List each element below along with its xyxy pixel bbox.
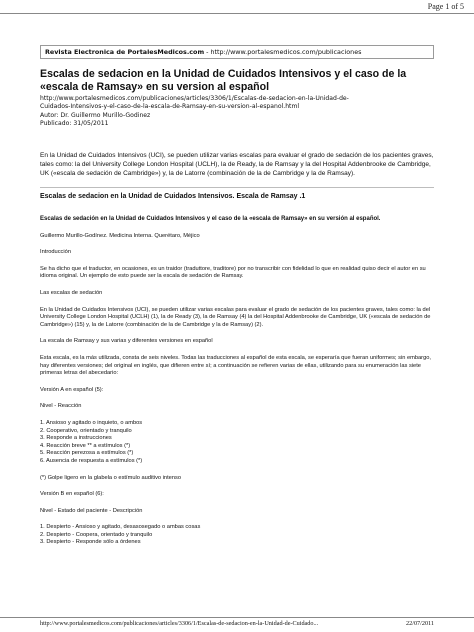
article-author: Autor: Dr. Guillermo Murillo-Godinez: [40, 111, 151, 119]
body-paragraph: Guillermo Murillo-Godínez. Medicina Interna. Querétaro, Méjico: [40, 232, 200, 239]
body-paragraph: Esta escala, es la más utilizada, consta de seis niveles. Todas las traducciones al español de esta escala, se esperaría que fueran uniformes; sin embargo, hay diferentes versiones; del original en inglés, que difieren entre sí; a continuación se refieren varias de ellas, utilizando para su enumeración las siete primeras letras del abecedario:: [40, 354, 431, 377]
body-paragraph: Introducción: [40, 249, 71, 256]
footer-date: 22/07/2011: [406, 620, 434, 627]
top-divider: [0, 13, 474, 14]
article-title: [40, 68, 434, 94]
journal-url[interactable]: http://www.portalesmedicos.com/publicaciones: [210, 48, 362, 56]
body-paragraph: En la Unidad de Cuidados Intensivos (UCI), se pueden utilizar varias escalas para evaluar el grado de sedación de los pacientes graves, tales como: la del University College London Hospital (UCLH) (1), la de Ready (3), la de Ramsay (4) la del Hospital Addenbrooke de Cambridge, UK («escala de sedación de Cambridge») (15) y, la de Latorre (combinación de la de Cambridge y la de Ramsay) (2).: [40, 306, 431, 328]
body-paragraph: 1. Ansioso y agitado o inquieto, o ambos 2. Cooperativo, orientado y tranquilo 3. Responde a instrucciones 4. Reacción breve ** a estímulos (*) 5. Reacción perezosa a estímulos (*) 6. Ausencia de respuesta a estímulos (*): [40, 419, 143, 464]
body-paragraph: La escala de Ramsay y sus varias y diferentes versiones en español: [40, 338, 213, 345]
section-article-title: Escalas de sedación en la Unidad de Cuidados Intensivos y el caso de la «escala de Ramsay» en su versión al español.: [40, 215, 381, 222]
body-paragraph: Las escalas de sedación: [40, 290, 103, 296]
section-divider: [40, 187, 434, 188]
page-number: Page 1 of 5: [427, 2, 464, 11]
body-paragraph: Versión A en español (5):: [40, 386, 104, 393]
article-content: [40, 68, 434, 547]
page-footer: [40, 620, 434, 627]
article-title-line-2: «escala de Ramsay» en su version al español: [40, 81, 270, 93]
body-paragraph: Nivel - Estado del paciente - Descripción: [40, 507, 143, 514]
section-title: Escalas de sedacion en la Unidad de Cuidados Intensivos. Escala de Ramsay .1: [40, 192, 306, 200]
article-meta: [40, 95, 434, 129]
journal-name: Revista Electronica de PortalesMedicos.com: [45, 48, 205, 56]
article-title-line-1: Escalas de sedacion en la Unidad de Cuidados Intensivos y el caso de la: [40, 68, 407, 80]
banner-separator: -: [204, 48, 211, 56]
body-paragraph: (*) Golpe ligero en la glabela o estímulo auditivo intenso: [40, 474, 182, 481]
body-paragraph: Se ha dicho que el traductor, en ocasiones, es un traidor (traduttore, traditore) por no transcribir con fidelidad lo que en realidad quiso decir el autor en su idioma original. Un ejemplo de esto puede ser la escala de sedación de Ramsay.: [40, 265, 426, 280]
journal-banner: [40, 45, 434, 59]
article-body: [40, 233, 434, 547]
footer-url[interactable]: http://www.portalesmedicos.com/publicaciones/articles/3306/1/Escalas-de-sedacion-en-la-Unidad-de-Cuidado...: [40, 620, 319, 627]
article-intro: En la Unidad de Cuidados Intensivos (UCI), se pueden utilizar varias escalas para evaluar el grado de sedación de los pacientes graves, tales como: la del University College London Hospital (UCLH), la de Ready, la de Ramsay y la del Hospital Addenbrooke de Cambridge, UK («escala de sedación de Cambridge») y, la de Latorre (combinación de la de Cambridge y la de Ramsay).: [40, 151, 434, 177]
body-paragraph: 1. Despierto - Ansioso y agitado, desasosegado o ambas cosas 2. Despierto - Coopera, orientado y tranquilo 3. Despierto - Responde sólo a órdenes: [40, 524, 201, 546]
body-paragraph: Nivel - Reacción: [40, 403, 82, 410]
body-paragraph: Versión B en español (6):: [40, 491, 104, 498]
article-url-line-1[interactable]: http://www.portalesmedicos.com/publicaciones/articles/3306/1/Escalas-de-sedacion-en-la-Unidad-de-: [40, 95, 349, 102]
footer-divider: [0, 617, 474, 618]
article-url-line-2[interactable]: Cuidados-Intensivos-y-el-caso-de-la-escala-de-Ramsay-en-su-version-al-espanol.html: [40, 103, 300, 111]
article-published-date: Publicado: 31/05/2011: [40, 120, 109, 128]
